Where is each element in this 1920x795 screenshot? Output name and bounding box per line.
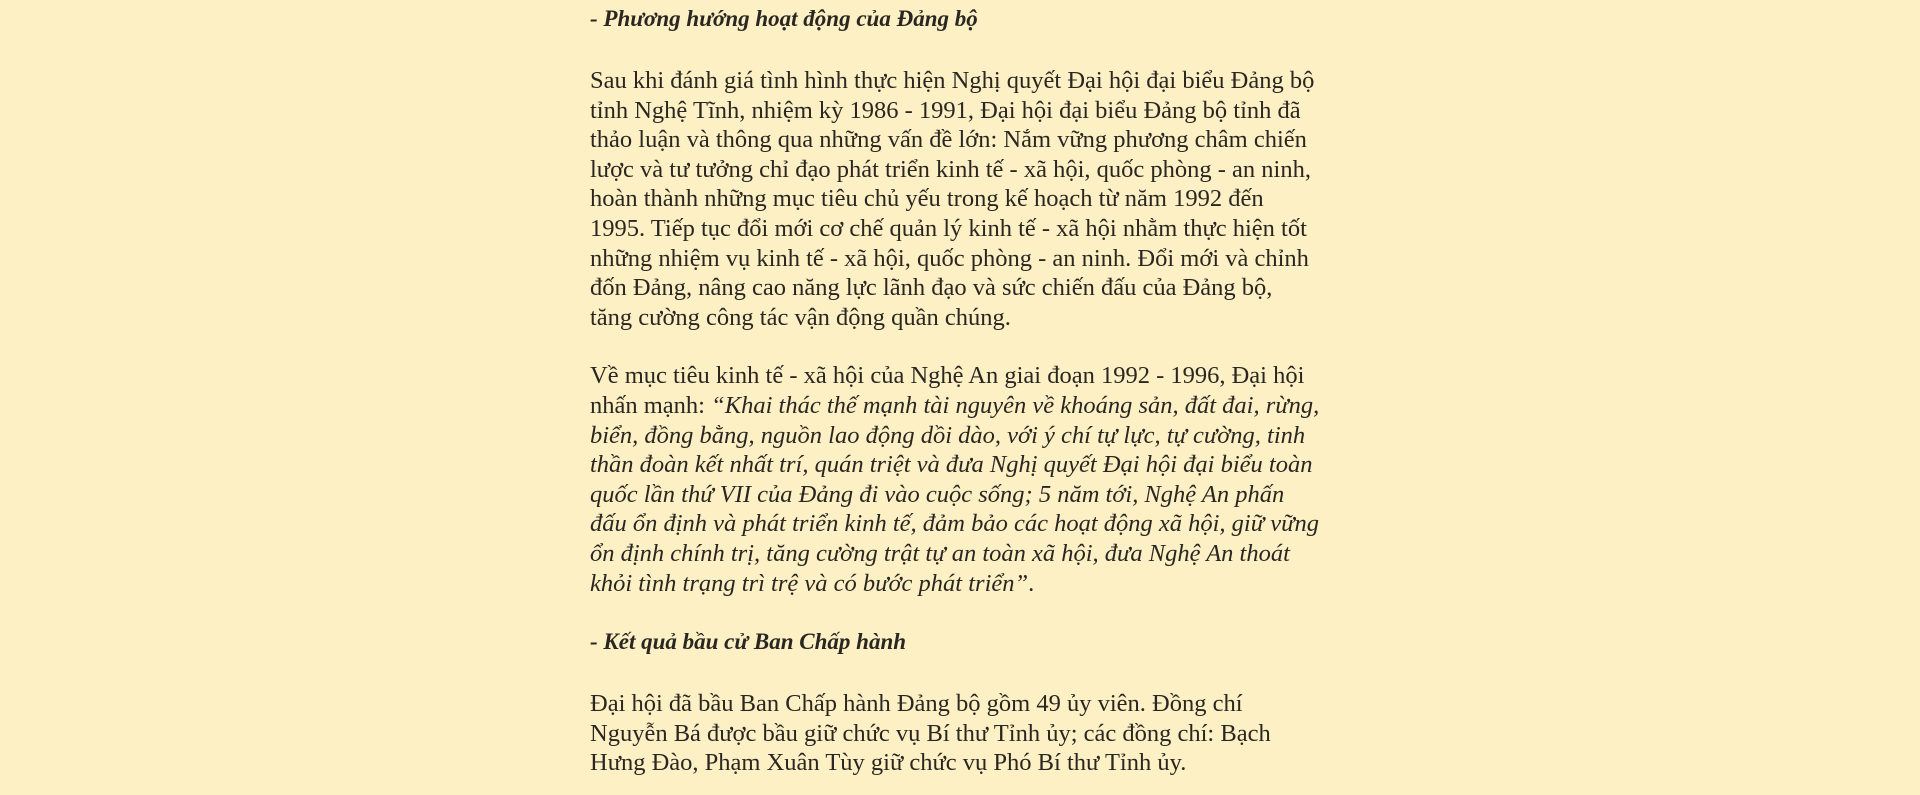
quote-line: biển, đồng bằng, nguồn lao động dồi dào, với ý chí tự lực, tự cường, tinh <box>590 421 1306 449</box>
text-line: Đại hội đã bầu Ban Chấp hành Đảng bộ gồm 49 ủy viên. Đồng chí <box>590 690 1243 718</box>
text-line: Hưng Đào, Phạm Xuân Tùy giữ chức vụ Phó Bí thư Tỉnh ủy. <box>590 749 1187 777</box>
text-line <box>590 569 1350 599</box>
text-line <box>590 391 1350 421</box>
quote-line: thần đoàn kết nhất trí, quán triệt và đưa Nghị quyết Đại hội đại biểu toàn <box>590 451 1313 479</box>
text-line: lược và tư tưởng chỉ đạo phát triển kinh tế - xã hội, quốc phòng - an ninh, <box>590 155 1311 183</box>
text-plain: . <box>1028 569 1035 597</box>
text-line: Nguyễn Bá được bầu giữ chức vụ Bí thư Tỉnh ủy; các đồng chí: Bạch <box>590 719 1271 747</box>
quote-line: đấu ổn định và phát triển kinh tế, đảm bảo các hoạt động xã hội, giữ vững <box>590 510 1319 538</box>
paragraph-economic-goals <box>590 361 1350 598</box>
text-line: Sau khi đánh giá tình hình thực hiện Nghị quyết Đại hội đại biểu Đảng bộ <box>590 67 1315 94</box>
text-plain: nhấn mạnh: <box>590 391 712 419</box>
article-column <box>590 4 1350 778</box>
paragraph-election-results <box>590 689 1350 778</box>
text-line: đốn Đảng, nâng cao năng lực lãnh đạo và sức chiến đấu của Đảng bộ, <box>590 274 1273 302</box>
text-line: Về mục tiêu kinh tế - xã hội của Nghệ An giai đoạn 1992 - 1996, Đại hội <box>590 362 1305 390</box>
quote-line: ổn định chính trị, tăng cường trật tự an toàn xã hội, đưa Nghệ An thoát <box>590 539 1290 567</box>
quote-line: quốc lần thứ VII của Đảng đi vào cuộc sống; 5 năm tới, Nghệ An phấn <box>590 480 1285 508</box>
text-line: tăng cường công tác vận động quần chúng. <box>590 303 1011 331</box>
quote-text: “Khai thác thế mạnh tài nguyên về khoáng sản, đất đai, rừng, <box>711 391 1320 419</box>
text-line: thảo luận và thông qua những vấn đề lớn: Nắm vững phương châm chiến <box>590 126 1307 154</box>
section-heading-election: - Kết quả bầu cử Ban Chấp hành <box>590 629 907 655</box>
text-line: những nhiệm vụ kinh tế - xã hội, quốc phòng - an ninh. Đổi mới và chỉnh <box>590 244 1309 272</box>
text-line: hoàn thành những mục tiêu chủ yếu trong kế hoạch từ năm 1992 đến <box>590 185 1264 213</box>
paragraph-direction-summary <box>590 66 1350 332</box>
quote-text: khỏi tình trạng trì trệ và có bước phát triển” <box>590 569 1029 597</box>
section-heading-direction: - Phương hướng hoạt động của Đảng bộ <box>590 6 978 31</box>
text-line: 1995. Tiếp tục đổi mới cơ chế quản lý kinh tế - xã hội nhằm thực hiện tốt <box>590 214 1307 242</box>
text-line: tỉnh Nghệ Tĩnh, nhiệm kỳ 1986 - 1991, Đại hội đại biểu Đảng bộ tỉnh đã <box>590 96 1301 124</box>
